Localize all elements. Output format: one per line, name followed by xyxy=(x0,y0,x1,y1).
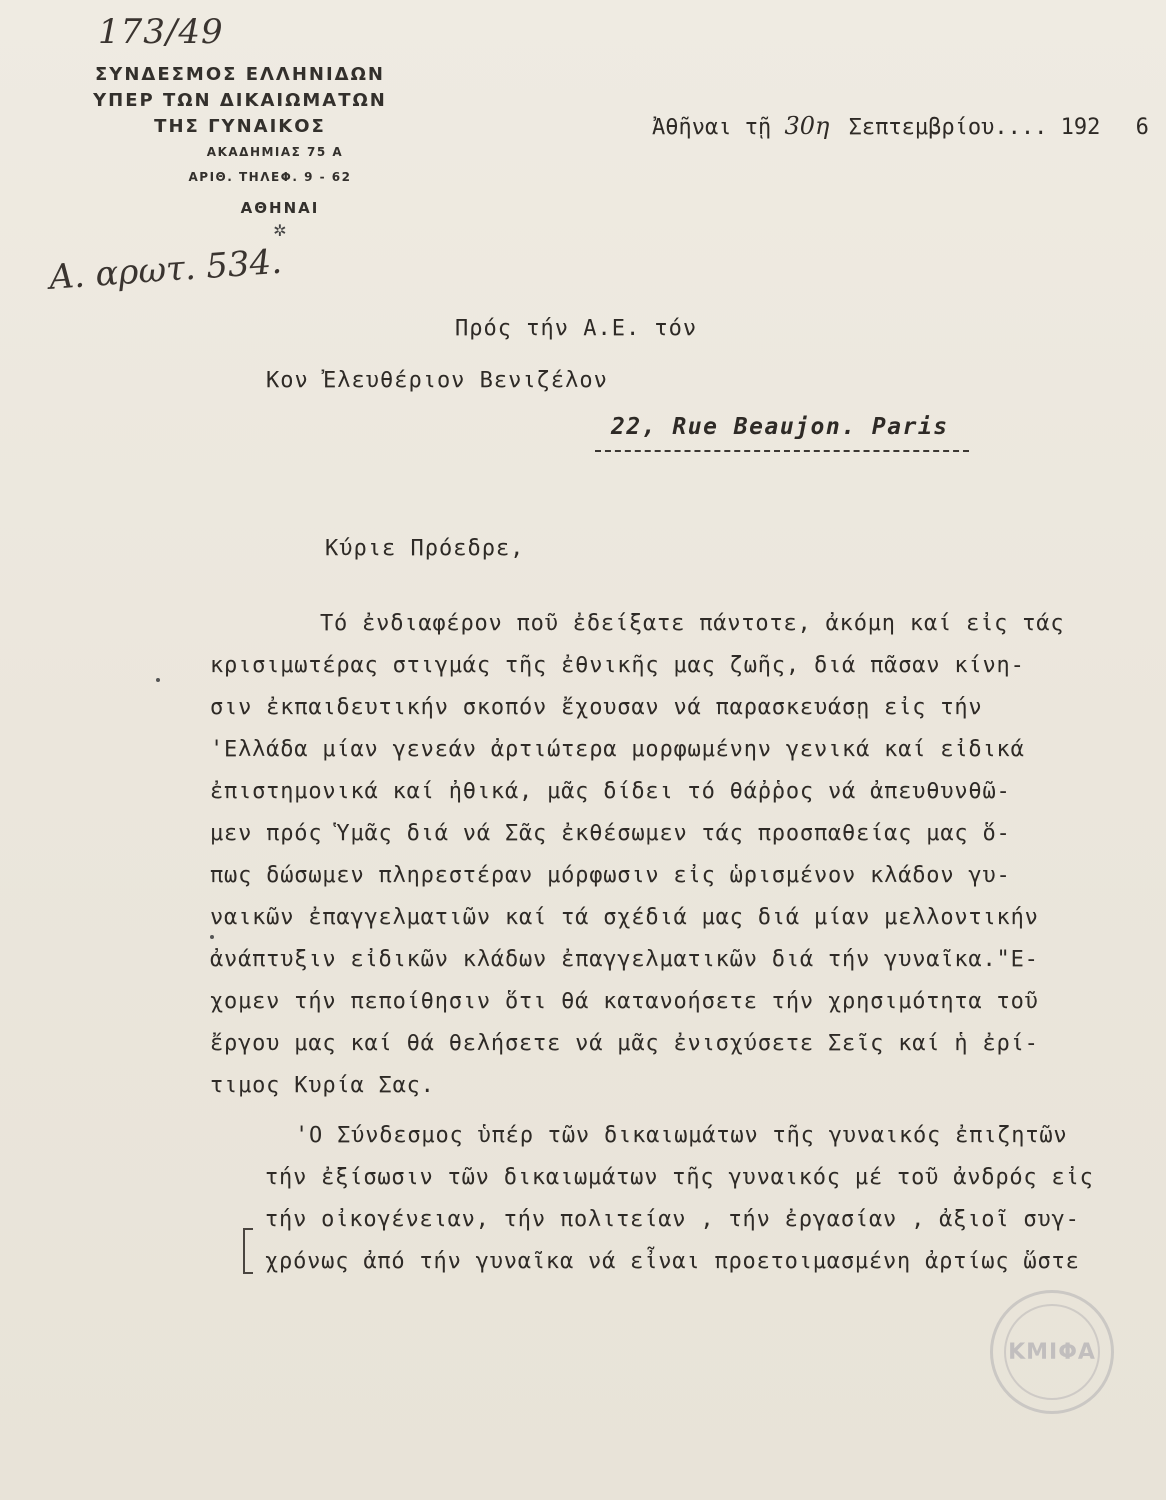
handwritten-file-reference: 173/49 xyxy=(98,12,224,52)
body-line: ἀνάπτυξιν εἰδικῶν κλάδων ἐπαγγελματικῶν διά τήν γυναῖκα."Ε- xyxy=(210,947,1039,972)
body-line: χομεν τήν πεποίθησιν ὅτι θά κατανοήσετε τήν χρησιμότητα τοῦ xyxy=(210,989,1039,1014)
body-line: χρόνως ἀπό τήν γυναῖκα νά εἶναι προετοιμασμένη ἀρτίως ὥστε xyxy=(265,1249,1080,1274)
body-line: 'Ο Σύνδεσμος ὑπέρ τῶν δικαιωμάτων τῆς γυναικός ἐπιζητῶν xyxy=(295,1123,1068,1148)
letterhead-line-2: ΥΠΕΡ ΤΩΝ ΔΙΚΑΙΩΜΑΤΩΝ xyxy=(93,90,387,111)
body-line: ναικῶν ἐπαγγελματιῶν καί τά σχέδιά μας διά μίαν μελλοντικήν xyxy=(210,905,1039,930)
dateline-year-prefix: 192 xyxy=(1060,115,1101,140)
dateline-prefix: Ἀθῆναι τῇ xyxy=(652,115,772,140)
body-line: πως δώσωμεν πληρεστέραν μόρφωσιν εἰς ὡρισμένον κλάδον γυ- xyxy=(210,863,1011,888)
dateline-month: Σεπτεμβρίου xyxy=(848,115,995,140)
archive-stamp xyxy=(990,1290,1114,1414)
address-line-1: Πρός τήν Α.Ε. τόν xyxy=(455,316,698,341)
archive-stamp-inner xyxy=(1004,1304,1100,1400)
archive-stamp-text: ΚΜΙΦΑ xyxy=(1008,1339,1096,1365)
dateline: Ἀθῆναι τῇ 30η Σεπτεμβρίου.... 192 6 xyxy=(652,112,1149,140)
handwritten-protocol-note: Α. αρωτ. 534. xyxy=(48,241,284,298)
letterhead-street: ΑΚΑΔΗΜΙΑΣ 75 Α xyxy=(206,145,344,159)
body-line: σιν ἐκπαιδευτικήν σκοπόν ἔχουσαν νά παρασκευάσῃ εἰς τήν xyxy=(210,695,983,720)
margin-bracket xyxy=(243,1228,253,1274)
letterhead-phone: ΑΡΙΘ. ΤΗΛΕΦ. 9 - 62 xyxy=(188,170,352,184)
letterhead-city: ΑΘΗΝΑΙ xyxy=(240,199,320,217)
address-line-3: 22, Rue Beaujon. Paris xyxy=(611,414,949,440)
letterhead xyxy=(60,62,420,240)
address-line-2: Κον Ἐλευθέριον Βενιζέλον xyxy=(266,368,608,393)
body-line: κρισιμωτέρας στιγμάς τῆς ἐθνικῆς μας ζωῆς, διά πᾶσαν κίνη- xyxy=(210,653,1025,678)
body-line: ἐπιστημονικά καί ἠθικά, μᾶς δίδει τό θάῤῥος νά ἀπευθυνθῶ- xyxy=(210,779,1011,804)
body-line: τιμος Κυρία Σας. xyxy=(210,1073,435,1098)
dateline-day: 30η xyxy=(784,112,830,140)
body-line: ἔργου μας καί θά θελήσετε νά μᾶς ἐνισχύσετε Σεῖς καί ἡ ἐρί- xyxy=(210,1031,1039,1056)
ornament-icon: ✲ xyxy=(273,221,287,240)
body-line: τήν οἰκογένειαν, τήν πολιτείαν , τήν ἐργασίαν , ἀξιοῖ συγ- xyxy=(265,1207,1080,1232)
letterhead-line-1: ΣΥΝΔΕΣΜΟΣ ΕΛΛΗΝΙΔΩΝ xyxy=(95,64,385,85)
body-line: μεν πρός Ὑμᾶς διά νά Σᾶς ἐκθέσωμεν τάς προσπαθείας μας ὅ- xyxy=(210,821,1011,846)
body-line: 'Ελλάδα μίαν γενεάν ἀρτιώτερα μορφωμένην γενικά καί εἰδικά xyxy=(210,737,1025,762)
body-line: Τό ἐνδιαφέρον ποῦ ἐδείξατε πάντοτε, ἀκόμη καί εἰς τάς xyxy=(320,611,1065,636)
letterhead-line-3: ΤΗΣ ΓΥΝΑΙΚΟΣ xyxy=(154,116,326,137)
salutation: Κύριε Πρόεδρε, xyxy=(325,536,525,561)
body-line: τήν ἐξίσωσιν τῶν δικαιωμάτων τῆς γυναικός μέ τοῦ ἀνδρός εἰς xyxy=(265,1165,1094,1190)
paper-speck xyxy=(156,678,160,682)
paper-speck xyxy=(210,935,214,939)
dateline-year-digit: 6 xyxy=(1135,115,1149,140)
letter-body xyxy=(210,603,1140,1283)
address-underline xyxy=(595,450,969,452)
